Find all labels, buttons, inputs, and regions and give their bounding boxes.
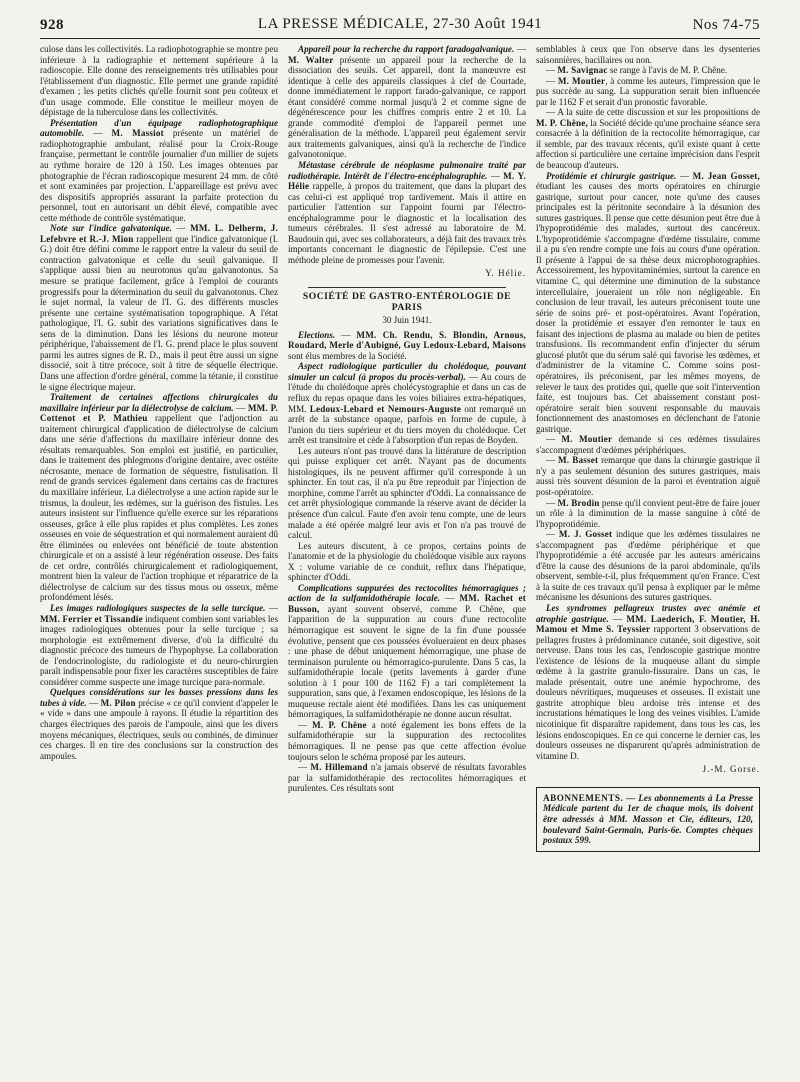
article-author: MM. Laederich, F. Moutier, H. Mamou et Mme S. Teyssier: [536, 613, 760, 635]
session-date: 30 Juin 1941.: [382, 315, 432, 326]
article-author: M. J. Gosset: [558, 529, 613, 540]
article-author: M. Massiot: [111, 128, 164, 139]
article-body: rappelle, à propos du traitement, que dans la plupart des cas celui-ci est appliqué trop tardivement. Mais il attire en particulier l'attention sur l'appoint fourni par l'électro-encéphalogramme pour le diagnostic et la localisation des tumeurs cérébrales. Il s'est adressé au laboratoire de M. Baudouin qui, avec ses collaborateurs, a déjà fait des travaux très importants concernant le diagnostic de l'épilepsie. C'est une méthode pleine de promesses pour l'avenir.: [288, 181, 526, 265]
column-2: [288, 44, 526, 794]
article-maxillaire: Traitement de certaines affections chirurgicales du maxillaire inférieur par la diélectrolyse de calcium. — MM. P. Cottenot et P. Mathieu rappellent que l'adjonction au traitement chirurgical d'application de diélectrolyse de calcium dans une série d'affections du maxillaire inférieur donne des résultats remarquables. Son emploi est justifié, en particulier, dans le traitement des phlegmons d'origine dentaire, avec ostéite nécrosante, menace de formation de séquestre, fistulisation. Il rend de grands services également dans certains cas de fractures du maxillaire inférieur. La diélectrolyse a une action rapide sur le trismus, la douleur, les œdèmes, sur la guérison des fistules. Les auteurs insistent sur l'influence qu'elle exerce sur les réparations osseuses, grâce à elle plus rapides et plus complètes. Les zones osseuses en voie de séquestration et qui normalement auraient dû être éliminées ou enlevées ont bénéficié de toute abstention chirurgicale et on a assisté à leur régénération osseuse. Des faits de cet ordre, contrôlés chirurgicalement et radiologiquement, montrent bien la valeur de l'action trophique et réparatrice de la diélectrolyse de calcium sur des tissus mous ou osseux, même profondément lésés.: [40, 392, 278, 603]
article-title: Note sur l'indice galvatonique.: [50, 223, 172, 234]
journal-title: LA PRESSE MÉDICALE, 27-30 Août 1941: [257, 16, 543, 32]
article-body: se range à l'avis de M. P. Chêne.: [607, 65, 728, 76]
discussion: — M. Hillemand n'a jamais observé de résultats favorables par la sulfamidothérapie des rectocolites hémorragiques et purulentes. Ces résultats sont: [288, 762, 526, 794]
article-author: M. P. Chêne,: [536, 117, 588, 128]
article-body: pense qu'il convient peut-être de faire jouer un rôle à la diminution de la masse sanguine à côté de l'hypoprotidémie.: [536, 497, 760, 529]
article-author: MM. P. Cottenot et P. Mathieu: [40, 402, 278, 424]
article-body: étudiant les causes des morts opératoires en chirurgie gastrique, surtout pour cancer, note qu'une des causes principales est la péritonite secondaire à la désunion des sutures gastriques. Il pense que cette désunion peut être due à l'hypoprotidémie des malades, surtout des cancéreux. L'hypoprotidémie s'accompagne d'œdème tissulaire, comme il a pu s'en rendre compte une fois au cours d'une opération. Il présente à l'appui de sa thèse deux microphotographies. Accessoirement, les hypovitaminémies, surtout la carence en vitamine C, qui détermine une diminution de la substance intercellulaire, joueraient un rôle non négligeable. En conclusion de leur travail, les auteurs préconisent toute une série de soins pré- et post-opératoires. Avant l'opération, doser la protidémie et essayer d'en remonter le taux en faisant des injections de plasma au malade ou bien de petites transfusions. Ils recommandent enfin d'injecter du sérum glucosé plutôt que du sérum salé qui favorise les œdèmes, et d'administrer de la vitamine C. Comme soins post-opératoires, ils préconisent, par les mêmes moyens, de relever le taux des protides qui, quelle que soit l'intervention faite, est toujours bas. Cet abaissement constant post-opératoire serait bien souvent responsable du mauvais fonctionnement des anastomoses en déclenchant de l'atonie gastrique.: [536, 181, 760, 434]
article-basses-pressions: Quelques considérations sur les basses pressions dans les tubes à vide. — M. Pilon précise « ce qu'il convient d'appeler le « vide » dans une ampoule à rayons. Il étudie la répartition des charges électriques des parois de l'ampoule, ainsi que les divers moyens mécaniques, électriques, seuls ou combinés, de diminuer ces charges. Il en tire des conclusions sur la construction des ampoules.: [40, 687, 278, 761]
article-body: présente un appareil pour la recherche de la dissociation des seuils. Cet appareil, dont la manœuvre est identique à celle des appareils classiques à clef de Courtade, donne immédiatement le rapport farado-galvanique, ce rapport étant considéré comme normal jusqu'à 2 et comme signe de dégénérescence pour les chiffres compris entre 2 et 10. La grande commodité d'emploi de l'appareil permet une généralisation de la méthode. L'appareil peut également servir aux traitements galvaniques, ainsi qu'à la recherche de l'indice galvanotonique.: [288, 54, 526, 160]
paragraph: Les auteurs discutent, à ce propos, certains points de l'anatomie et de la physiologie du cholédoque visible aux rayons X : volume variable de ce conduit, reflux dans l'hépatique, sphincter d'Oddi.: [288, 540, 526, 583]
discussion: — M. Moutier demande si ces œdèmes tissulaires s'accompagnent d'œdèmes périphériques.: [536, 434, 761, 455]
subscription-box: [536, 787, 760, 852]
masthead: [40, 14, 760, 39]
paragraph: semblables à ceux que l'on observe dans les dysenteries saisonnières, bacillaires ou non.: [536, 44, 760, 65]
article-author: MM. L. Delherm, J. Lefebvre et R.-J. Mion: [40, 223, 278, 244]
page-number: 928: [40, 17, 64, 33]
article-title: Traitement de certaines affections chirurgicales du maxillaire inférieur par la diélectrolyse de calcium.: [40, 392, 278, 413]
article-author: M. Basset: [557, 455, 599, 466]
discussion: — M. Savignac se range à l'avis de M. P. Chêne.: [546, 65, 728, 76]
article-rectocolites: Complications suppurées des rectocolites hémorragiques ; action de la sulfamidothérapie locale. — MM. Rachet et Busson, ayant souvent observé, comme P. Chêne, que l'apparition de la suppuration au cours d'une rectocolite hémorragique est souvent le signe de la fin d'une poussée évolutive, pensent que ces poussées évolueraient en deux phases : une phase de début uniquement hémorragique, une phase de terminaison purulente ou hémorragico-purulente. Dans 5 cas, la sulfamidothérapie locale (petits lavements à garder d'une solution à 1 pour 100 de 1162 F) a tari complètement la suppuration, sans que, à l'examen endoscopique, les lésions de la muqueuse rectale aient été modifiées. Dans les cas uniquement hémorragiques, la sulfamidothérapie ne donne aucun résultat.: [288, 582, 526, 720]
paragraph: culose dans les collectivités. La radiophotographie se montre peu inférieure à la radiographie et nettement supérieure à la radioscopie. Elle donne des renseignements très utilisables pour l'établissement d'un diagnostic. Elle permet une grande rapidité d'examen ; les petits clichés qu'elle fournit sont peu coûteux et d'un usage commode. Elle constitue le meilleur moyen de dépistage de la tuberculose dans les collectivités.: [40, 44, 278, 118]
article-body: a noté également les bons effets de la sulfamidothérapie sur la suppuration des rectocolites hémorragiques. Il ne pense pas que cette affection évolue toujours selon le schéma proposé par les auteurs.: [288, 719, 526, 762]
article-selle-turcique: Les images radiologiques suspectes de la selle turcique. — MM. Ferrier et Tissandie indiquent combien sont variables les images radiologiques obtenues pour la selle turcique ; sa morphologie est extrêmement diverse, d'où la difficulté du diagnostic précoce des tumeurs de l'hypophyse. La collaboration de l'endocrinologiste, du radiologiste et du neuro-chirurgien paraît indispensable pour fixer les caractères susceptibles de faire considérer comme suspecte une image turcique para-normale.: [40, 602, 278, 687]
article-title: Complications suppurées des rectocolites hémorragiques ; action de la sulfamidothérapie locale.: [288, 582, 526, 604]
subscription-label: ABONNEMENTS.: [543, 792, 624, 803]
article-title: Quelques considérations sur les basses pressions dans les tubes à vide.: [40, 687, 278, 708]
article-metastase: Métastase cérébrale de néoplasme pulmonaire traité par radiothérapie. Intérêt de l'électro-encéphalographie. — M. Y. Hélie rappelle, à propos du traitement, que dans la plupart des cas celui-ci est appliqué trop tardivement. Mais il attire en particulier l'attention sur l'appoint fourni par l'électro-encéphalogramme pour le diagnostic et la localisation des tumeurs cérébrales. Il s'est adressé au laboratoire de M. Baudouin qui, avec ses collaborateurs, a déjà fait des travaux très importants concernant le diagnostic de l'épilepsie. C'est une méthode pleine de promesses pour l'avenir.: [288, 160, 526, 265]
article-author: MM. Ferrier et Tissandie: [40, 613, 143, 624]
discussion: — M. Brodin pense qu'il convient peut-être de faire jouer un rôle à la diminution de la masse sanguine à côté de l'hypoprotidémie.: [536, 497, 760, 529]
article-title: Aspect radiologique particulier du cholédoque, pouvant simuler un calcul (à propos du procès-verbal).: [288, 361, 526, 382]
article-title: Les syndromes pellagreux trustes avec anémie et atrophie gastrique.: [536, 602, 760, 624]
article-elections: Elections. — MM. Ch. Rendu, S. Blondin, Arnous, Roudard, Merle d'Aubigné, Guy Ledoux-Lebard, Maisons sont élus membres de la Société.: [288, 329, 527, 361]
article-body: indiquent combien sont variables les images radiologiques obtenues pour la selle turcique ; sa morphologie est extrêmement diverse, d'où la difficulté du diagnostic précoce des tumeurs de l'hypophyse. La collaboration de l'endocrinologiste, du radiologiste et du neuro-chirurgien paraît indispensable pour fixer les caractères susceptibles de faire considérer comme suspecte une image turcique para-normale.: [40, 613, 278, 687]
article-author: MM. Rachet et Busson,: [288, 593, 526, 614]
article-author: M. Y. Hélie: [288, 170, 526, 192]
article-body: sont élus membres de la Société.: [288, 350, 407, 361]
article-author: M. P. Chêne: [312, 719, 367, 730]
article-author: M. Brodin: [557, 497, 600, 508]
discussion: — M. J. Gosset indique que les œdèmes tissulaires ne s'accompagnent pas d'œdème périphérique et que l'hypoprotidémie a été accusée par les auteurs américains d'être la cause des désunions de la paroi abdominale, qu'ils observent, semble-t-il, plus fréquemment qu'en France. C'est à la suite de ces travaux qu'il pensa à expliquer par le même mécanisme les désunions des sutures gastriques.: [536, 529, 761, 603]
article-body: la Société décide qu'une prochaine séance sera consacrée à la définition de la rectocolite hémorragique, car il semble, par des travaux récents, qu'il existe quant à cette affection si particulière une certaine imprécision dans l'esprit de beaucoup d'auteurs.: [536, 117, 760, 171]
article-protidemie: Protidémie et chirurgie gastrique. — M. Jean Gosset, étudiant les causes des morts opératoires en chirurgie gastrique, surtout pour cancer, note qu'une des causes principales est la péritonite secondaire à la désunion des sutures gastriques. Il pense que cette désunion peut être due à l'hypoprotidémie des malades, surtout des cancéreux. L'hypoprotidémie s'accompagne d'œdème tissulaire, comme il a pu s'en rendre compte une fois au cours d'une opération. Il présente à l'appui de sa thèse deux microphotographies. Accessoirement, les hypovitaminémies, surtout la carence en vitamine C, qui détermine une diminution de la substance intercellulaire, joueraient un rôle non négligeable. En conclusion de leur travail, les auteurs préconisent toute une série de soins pré- et post-opératoires. Avant l'opération, doser la protidémie et essayer d'en remonter le taux en faisant des injections de plasma au malade ou bien de petites transfusions. Ils recommandent enfin d'injecter du sérum glucosé plutôt que du sérum salé qui favorise les œdèmes, et d'administrer de la vitamine C. Comme soins post-opératoires, ils préconisent, par les mêmes moyens, de relever le taux des protides qui, quelle que soit l'intervention faite, est toujours bas. Cet abaissement constant post-opératoire serait bien souvent responsable du mauvais fonctionnement des anastomoses en déclenchant de l'atonie gastrique.: [536, 170, 760, 434]
issue-number: Nos 74-75: [692, 17, 760, 33]
article-body: — A la suite de cette discussion et sur les propositions de: [546, 107, 760, 118]
discussion: — M. Basset remarque que dans la chirurgie gastrique il n'y a pas seulement désunion des sutures gastriques, mais aussi très souvent désunion de la paroi et éventration aiguë post-opératoire.: [536, 455, 761, 497]
discussion: — M. P. Chêne a noté également les bons effets de la sulfamidothérapie sur la suppuration des rectocolites hémorragiques. Il ne pense pas que cette affection évolue toujours selon le schéma proposé par les auteurs.: [288, 719, 526, 762]
column-3: [536, 44, 760, 852]
article-pellagre: Les syndromes pellagreux trustes avec anémie et atrophie gastrique. — MM. Laederich, F. Moutier, H. Mamou et Mme S. Teyssier rapportent 3 observations de pellagres frustes à prédominance cutanée, soit digestive, soit nerveuse. Dans tous les cas, l'endoscopie gastrique montre l'existence de lésions de la muqueuse allant du simple œdème à la gastrite granulo-fissuraire. Dans un cas, le malade présentait, outre une anémie hypochrome, des douleurs névritiques, muqueuses et osseuses. Il existait une gastrite atrophique bleu ardoise très intense et des incrustations hématiques le long des veines visibles. L'amide nicotinique fit disparaître rapidement, dans tous les cas, les lésions endoscopiques. En ce qui concerne le dernier cas, les douleurs osseuses ne disparurent qu'après administration de vitamine D.: [536, 602, 760, 761]
article-title: Métastase cérébrale de néoplasme pulmonaire traité par radiothérapie. Intérêt de l'électro-encéphalographie.: [288, 160, 526, 181]
signature: J.-M. Gorse.: [702, 764, 760, 775]
article-body: présente un matériel de radiophotographie ambulant, réalisé pour la Croix-Rouge française, permettant le contrôle journalier d'un millier de sujets au rythme horaire de 120 à 150. Les images obtenues par photographie de l'écran radioscopique mesurent 24 mm. de côté et sont examinées par projection. L'appareillage est prévu avec des dispositifs appropriés assurant la parfaite protection du personnel, tout en autorisant un débit élevé, compatible avec cette méthode de contrôle systématique.: [40, 128, 278, 223]
column-1: [40, 44, 278, 761]
article-body: n'a jamais observé de résultats favorables par la sulfamidothérapie des rectocolites hémorragiques et purulentes. Ces résultats sont: [288, 762, 526, 794]
article-title: Appareil pour la recherche du rapport faradogalvanique.: [298, 44, 515, 54]
article-radiophoto: Présentation d'un équipage radiophotographique automobile. — M. Massiot présente un matériel de radiophotographie ambulant, réalisé pour la Croix-Rouge française, permettant le contrôle journalier d'un millier de sujets au rythme horaire de 120 à 150. Les images obtenues par photographie de l'écran radioscopique mesurent 24 mm. de côté et sont examinées par projection. L'appareillage est prévu avec des dispositifs appropriés assurant la parfaite protection du personnel, tout en autorisant un débit élevé, compatible avec cette méthode de contrôle systématique.: [40, 117, 278, 223]
article-body: remarque que dans la chirurgie gastrique il n'y a pas seulement désunion des sutures gastriques, mais aussi très souvent désunion de la paroi et éventration aiguë post-opératoire.: [536, 455, 761, 497]
article-body: ont remarqué un arrêt de la substance opaque, parfois en forme de cupule, à l'union du tiers supérieur et du tiers moyen du cholédoque. Cet arrêt est transitoire et cède à l'absorption d'un repas de Boyden.: [288, 403, 527, 446]
article-faradogalvanique: Appareil pour la recherche du rapport faradogalvanique. — M. Walter présente un appareil pour la recherche de la dissociation des seuils. Cet appareil, dont la manœuvre est identique à celle des appareils classiques à clef de Courtade, donne immédiatement le rapport farado-galvanique, ce rapport étant considéré comme normal jusqu'à 2 et comme signe de dégénérescence pour les chiffres compris entre 2 et 10. La grande commodité d'emploi de l'appareil permet une généralisation de la méthode. L'appareil peut également servir aux traitements galvaniques, ainsi qu'à la recherche de l'indice galvanotonique.: [288, 44, 526, 160]
article-body: , à comme les auteurs, l'impression que le pus succède au sang. La suppuration serait bien influencée par le 1162 F et serait d'un pronostic favorable.: [536, 75, 760, 107]
article-body: ayant souvent observé, comme P. Chêne, que l'apparition de la suppuration au cours d'une rectocolite hémorragique est souvent le signe de la fin d'une poussée évolutive, pensent que ces poussées évolueraient en deux phases : une phase de début uniquement hémorragique, une phase de terminaison purulente ou hémorragico-purulente. Dans 5 cas, la sulfamidothérapie locale (petits lavements à garder d'une solution à 1 pour 100 de 1162 F) a tari complètement la suppuration, sans que, à l'examen endoscopique, les lésions de la muqueuse rectale aient été modifiées. Dans les cas uniquement hémorragiques, la sulfamidothérapie ne donne aucun résultat.: [288, 603, 526, 720]
society-heading: SOCIÉTÉ DE GASTRO-ENTÉROLOGIE DE PARIS: [302, 291, 512, 313]
article-author: M. Walter: [288, 54, 334, 65]
article-body: demande si ces œdèmes tissulaires s'accompagnent d'œdèmes périphériques.: [536, 434, 761, 455]
article-author: MM. Ch. Rendu, S. Blondin, Arnous, Roudard, Merle d'Aubigné, Guy Ledoux-Lebard, Maisons: [288, 329, 527, 351]
article-author: M. Pilon: [100, 697, 136, 708]
article-galvatonique: Note sur l'indice galvatonique. — MM. L. Delherm, J. Lefebvre et R.-J. Mion rappellent que l'indice galvatonique (I. G.) doit être défini comme le rapport entre la valeur du seuil de contraction galvatonique et celle du seuil galvanique. Il s'applique aussi bien au neurotonus qu'au galvanotonus. Sa mesure se pratique facilement, grâce à l'emploi de courants progressifs pour la détermination du seuil du galvanotonus. Chez le sujet normal, la valeur de l'I. G. des différents muscles présente une certaine systématisation topographique. A l'état pathologique, l'I. G. subit des variations significatives dans le sens de la diminution. Dans les lésions du neurone moteur périphérique, l'abaissement de l'I. G. prend place le plus souvent parmi les autres signes de R. D., mais il peut être aussi un signe dissocié, soit à titre précoce, soit à titre de séquelle électrique. Dans une affection d'ordre général, comme la tétanie, il constitue le signe électrique majeur.: [40, 223, 278, 392]
section-divider: [308, 287, 506, 288]
article-choledoque: Aspect radiologique particulier du cholédoque, pouvant simuler un calcul (à propos du procès-verbal). — Au cours de l'étude du cholédoque après cholécystographie et dans un cas de reflux du repas opaque dans les voies biliaires extra-hépatiques, MM. Ledoux-Lebard et Nemours-Auguste ont remarqué un arrêt de la substance opaque, parfois en forme de cupule, à l'union du tiers supérieur et du tiers moyen du cholédoque. Cet arrêt est transitoire et cède à l'absorption d'un repas de Boyden.: [288, 361, 527, 446]
article-title: Elections.: [298, 329, 336, 340]
article-body: rappellent que l'adjonction au traitement chirurgical d'application de diélectrolyse de calcium dans une série d'affections du maxillaire inférieur donne des résultats remarquables. Son emploi est justifié, en particulier, dans le traitement des phlegmons d'origine dentaire, avec ostéite nécrosante, menace de formation de séquestre, fistulisation. Il rend de grands services également dans certains cas de fractures du maxillaire inférieur. La diélectrolyse a une action rapide sur le trismus, la douleur, les œdèmes, sur la guérison des fistules. Les auteurs insistent sur l'influence qu'elle exerce sur les réparations osseuses, grâce à elle plus rapides et plus complètes. Les zones osseuses en voie de séquestration et qui normalement auraient dû être éliminées ou enlevées ont bénéficié de toute abstention chirurgicale et on a assisté à leur régénération osseuse. Des faits de cet ordre, contrôlés chirurgicalement et radiologiquement, montrent bien la valeur de l'action trophique et réparatrice de la diélectrolyse de calcium sur des tissus mous ou osseux, même profondément lésés.: [40, 413, 278, 603]
article-author: M. Jean Gosset,: [692, 170, 760, 181]
discussion: [536, 107, 760, 170]
article-author: M. Moutier: [561, 434, 613, 445]
article-body: Au cours de l'étude du cholédoque après cholécystographie et dans un cas de reflux du repas opaque dans les voies biliaires extra-hépatiques, MM.: [288, 371, 526, 414]
article-body: rapportent 3 observations de pellagres frustes à prédominance cutanée, soit digestive, soit nerveuse. Dans tous les cas, l'endoscopie gastrique montre l'existence de lésions de la muqueuse allant du simple œdème à la gastrite granulo-fissuraire. Dans un cas, le malade présentait, outre une anémie hypochrome, des douleurs névritiques, muqueuses et osseuses. Il existait une gastrite atrophique bleu ardoise très intense et des incrustations hématiques le long des veines visibles. L'amide nicotinique fit disparaître rapidement, dans tous les cas, les lésions endoscopiques. En ce qui concerne le dernier cas, les douleurs osseuses ne disparurent qu'après administration de vitamine D.: [536, 624, 760, 761]
article-author: M. Savignac: [557, 65, 608, 76]
signature: Y. Hélie.: [485, 268, 526, 279]
article-title: Les images radiologiques suspectes de la selle turcique.: [50, 602, 266, 613]
discussion: — M. Moutier, à comme les auteurs, l'impression que le pus succède au sang. La suppuration serait bien influencée par le 1162 F et serait d'un pronostic favorable.: [536, 75, 760, 107]
article-body: rappellent que l'indice galvatonique (I. G.) doit être défini comme le rapport entre la valeur du seuil de contraction galvatonique et celle du seuil galvanique. Il s'applique aussi bien au neurotonus qu'au galvanotonus. Sa mesure se pratique facilement, grâce à l'emploi de courants progressifs pour la détermination du seuil du galvanotonus. Chez le sujet normal, la valeur de l'I. G. des différents muscles présente une certaine systématisation topographique. A l'état pathologique, l'I. G. subit des variations significatives dans le sens de la diminution. Dans les lésions du neurone moteur périphérique, l'abaissement de l'I. G. prend place le plus souvent parmi les autres signes de R. D., mais il peut être aussi un signe dissocié, soit à titre précoce, soit à titre de séquelle électrique. Dans une affection d'ordre général, comme la tétanie, il constitue le signe électrique majeur.: [40, 233, 278, 392]
subscription-text: — Les abonnements à La Presse Médicale partent du 1er de chaque mois, ils doivent être adressés à MM. Masson et Cie, éditeurs, 120, boulevard Saint-Germain, Paris-6e. Comptes chèques postaux 599.: [543, 792, 753, 846]
article-author: M. Hillemand: [310, 762, 368, 773]
article-body: indique que les œdèmes tissulaires ne s'accompagnent pas d'œdème périphérique et que l'hypoprotidémie a été accusée par les auteurs américains d'être la cause des désunions de la paroi abdominale, qu'ils observent, semble-t-il, plus fréquemment qu'en France. C'est à la suite de ces travaux qu'il pensa à expliquer par le même mécanisme les désunions des sutures gastriques.: [536, 529, 761, 603]
paragraph: Les auteurs n'ont pas trouvé dans la littérature de description qui puisse expliquer cet arrêt. N'ayant pas de documents histologiques, ils ne peuvent affirmer qu'il corresponde à un sphincter. En tout cas, il n'a pu être reproduit par l'injection de morphine, comme l'arrêt au sphincter d'Oddi. La connaissance de cet arrêt physiologique commande la réserve avant de décider la présence d'un calcul. Faute d'en avoir tenu compte, une de leurs malade a été opérée malgré leur avis et l'on n'a pas trouvé de calcul.: [288, 445, 526, 541]
article-title: Protidémie et chirurgie gastrique.: [546, 170, 677, 181]
article-author: M. Moutier: [557, 75, 606, 86]
article-title: Présentation d'un équipage radiophotographique automobile.: [40, 117, 278, 139]
article-body: précise « ce qu'il convient d'appeler le « vide » dans une ampoule à rayons. Il étudie la répartition des charges électriques des parois de l'ampoule, ainsi que les divers moyens mécaniques, électriques, seuls ou combinés, de diminuer ces charges. Il en tire des conclusions sur la construction des ampoules.: [40, 697, 278, 761]
article-author: Ledoux-Lebard et Nemours-Auguste: [309, 403, 462, 414]
